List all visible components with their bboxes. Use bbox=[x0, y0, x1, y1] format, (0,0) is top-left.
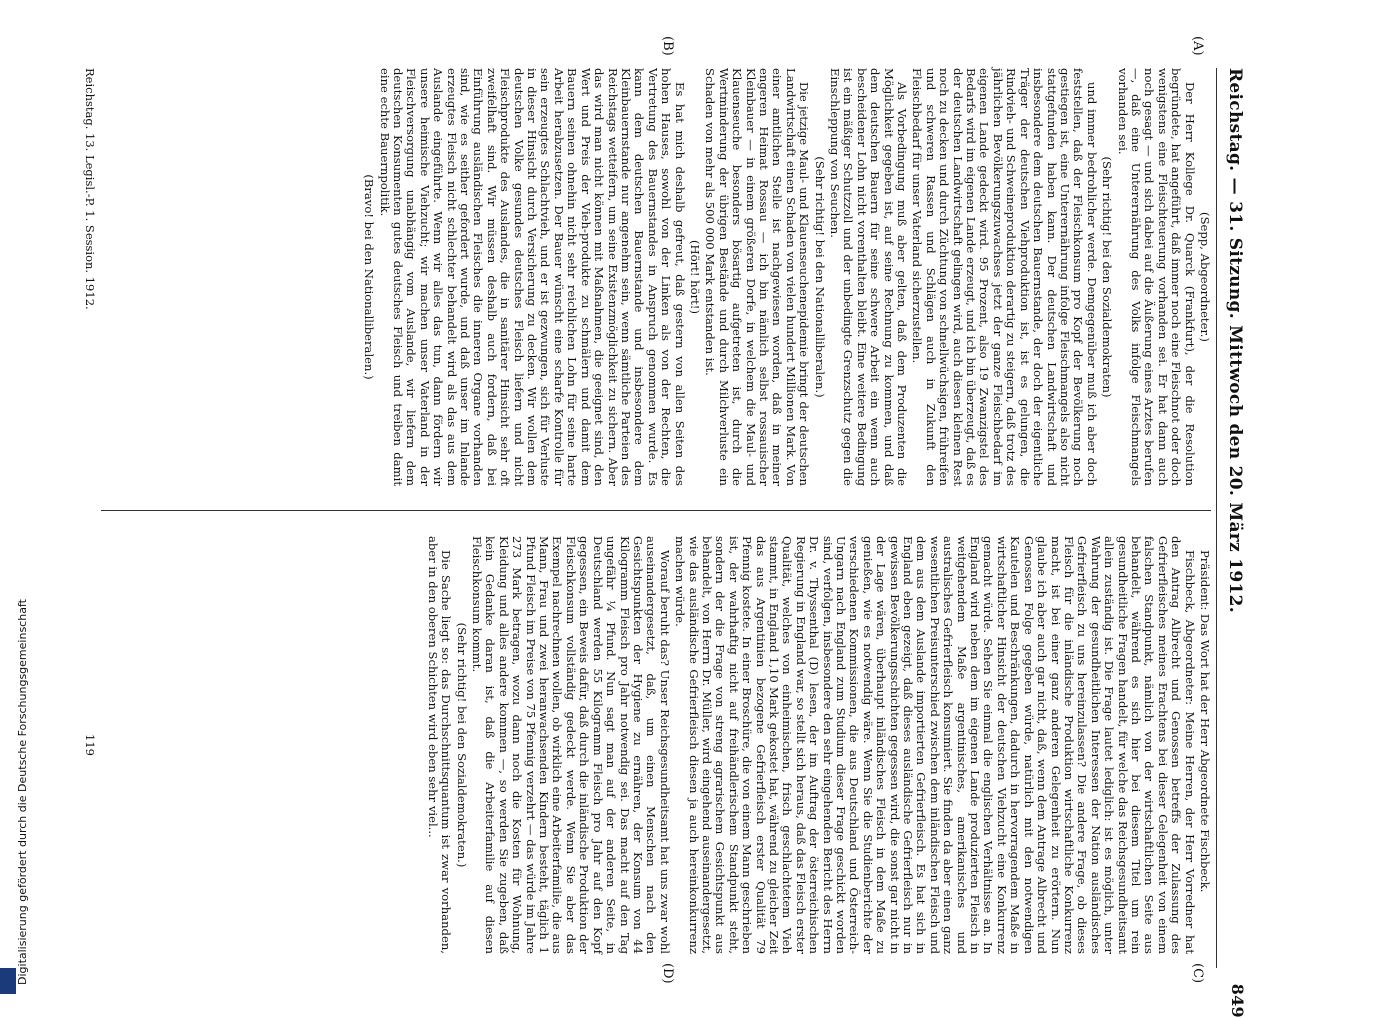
margin-letter-c: (C) bbox=[1190, 963, 1205, 984]
speaker-line: (Sepp, Abgeordneter.) bbox=[1198, 212, 1212, 342]
rotated-content bbox=[5, 36, 1247, 1018]
margin-letter-d: (D) bbox=[660, 963, 675, 984]
paragraph: Worauf beruht das? Unser Reichsgesundheitsamt hat uns zwar wohl auseinandergesetzt, daß, um einen Menschen nach den Gesichtspunkten der Hygiene zu ernähren, der Konsum von 44 Kilogramm Fleisch pro Jahr notwendig sei. Das macht auf den Tag ungefähr ¼ Pfund. Nun sagt man auf der anderen Seite, in Deutschland werden 55 Kilogramm Fleisch pro Jahr auf den Kopf gegessen, ein Beweis dafür, daß durch die inländische Produktion der Fleischkonsum vollständig gedeckt werde. Wenn Sie aber das Exempel nachrechnen wollen, ob wirklich eine Arbeiterfamilie, die aus Mann, Frau und zwei heranwachsenden Kindern besteht, täglich 1 Pfund Fleisch im Preise von 75 Pfennig verzehrt — das würde im Jahre 273 Mark betragen, wozu dann noch die Kosten für Wohnung, Kleidung und alles andere kommen —, so werden Sie zugeben, daß kein Gedanke daran ist, daß die Arbeiterfamilie auf diesen Fleischkonsum kommt. bbox=[470, 536, 672, 954]
interjection: (Hört! hört!) bbox=[687, 240, 702, 314]
paragraph: Als Vorbedingung muß aber gelten, daß dem Produzenten die Möglichkeit gegeben ist, auf seine Rechnung zu kommen, und daß dem deutschen Bauern für seine schwere Arbeit ein wenn auch bescheidener Lohn nicht vorenthalten bleibt. Eine weitere Bedingung ist ein mäßiger Schutzzoll und der unbedingte Grenzschutz gegen die Einschleppung von Seuchen. bbox=[828, 68, 910, 486]
margin-letter-a: (A) bbox=[1190, 36, 1205, 56]
footer-page-ref: 119 bbox=[83, 734, 97, 756]
interjection: (Sehr richtig! bei den Sozialdemokraten.) bbox=[454, 622, 469, 868]
paragraph: Präsident: Das Wort hat der Herr Abgeordnete Fischbeck. bbox=[1198, 550, 1212, 893]
paragraph: Die jetzige Maul- und Klauenseuchenepidemie bringt der deutschen Landwirtschaft einen Schaden von vielen hundert Millionen Mark. Von einer amtlichen Stelle ist nachgewiesen worden, daß in meiner engeren Heimat Rossau — ich bin nämlich selbst rossauischer Kleinbauer — in einem größeren Dorfe, in welchem die Maul- und Klauenseuche besonders bösartig aufgetreten ist, durch die Wertminderung der übrigen Bestände und durch Milchverluste ein Schaden von mehr als 500 000 Mark entstanden ist. bbox=[703, 68, 812, 486]
footer-citation: Reichstag. 13. Legisl.-P. 1. Session. 1912. bbox=[83, 68, 97, 310]
header-rule bbox=[1216, 68, 1217, 968]
page-number: 849 bbox=[1228, 983, 1247, 1018]
digitization-credit bbox=[2, 10, 29, 990]
right-column bbox=[423, 536, 1211, 954]
interjection: (Sehr richtig! bei den Sozialdemokraten) bbox=[1100, 156, 1115, 398]
margin-letter-b: (B) bbox=[660, 36, 675, 56]
interjection: (Bravo! bei den Nationalliberalen.) bbox=[362, 174, 377, 380]
paragraph: Der Herr Kollege Dr. Quarck (Frankfurt), der die Resolution begründete, hat angeführt, daß immer noch eine Fleischnot oder doch wenigstens eine Fleischteuerung vorhanden sei. Er hat dann auch noch gesagt — und sich dabei auf die Äußerung eines Arztes berufen —, daß eine Unterernährung des Volks infolge Fleischmangels vorhanden sei. bbox=[1115, 68, 1197, 486]
left-column bbox=[360, 68, 1211, 486]
page-header bbox=[1217, 58, 1247, 1018]
paragraph: und immer bedrohlicher werde. Demgegenüber muß ich aber doch feststellen, daß der Fleischkonsum pro Kopf der Bevölkerung noch gestiegen ist, eine Unterernährung infolge Fleischmangels also nicht stattgefunden haben kann. Der deutschen Landwirtschaft und insbesondere dem deutschen Bauernstande, der doch der eigentliche Träger der deutschen Viehproduktion ist, ist es gelungen, die Rindvieh- und Schweineproduktion derartig zu steigern, daß trotz des jährlichen Bevölkerungszuwachses jetzt der ganze Fleischbedarf im eigenen Lande gedeckt wird. 95 Prozent, also 19 Zwanzigstel des Bedarfs wird im eigenen Lande erzeugt, und ich bin überzeugt, daß es der deutschen Landwirtschaft gelingen wird, auch diesen kleinen Rest noch zu decken und durch Züchtung von schnellwüchsigen, frühreifen und schweren Rassen und Schlägen auch in Zukunft den Fleischbedarf für unser Vaterland sicherzustellen. bbox=[910, 68, 1099, 486]
column-divider bbox=[101, 510, 1211, 511]
paragraph: Fischbeck, Abgeordneter: Meine Herren, der Herr Vorredner hat den Antrag Albrecht und Genossen betreffs der Zulassung des Gefrierfleisches meines Erachtens bei dieser Gelegenheit von einem falschen Standpunkt, nämlich von der wirtschaftlichen Seite aus behandelt, während es sich hier bei diesem Titel um rein gesundheitliche Fragen handelt, für welche das Reichsgesundheitsamt allein zuständig ist. Die Frage lautet lediglich: ist es möglich, unter Wahrung der gesundheitlichen Interessen der Nation ausländisches Gefrierfleisch zu uns hereinzulassen? Die andere Frage, ob dieses Fleisch für die inländische Produktion wirtschaftliche Konkurrenz macht, ist bei einer ganz anderen Gelegenheit zu erörtern. Nun glaube ich aber auch gar nicht, daß, wenn dem Antrage Albrecht und Genossen Folge gegeben würde, natürlich mit den notwendigen Kautelen und Beschränkungen, dadurch in hervorragendem Maße in wirtschaftlicher Hinsicht der deutschen Viehzucht eine Konkurrenz gemacht würde. Sehen Sie einmal die englischen Verhältnisse an. In England wird neben dem im eigenen Lande produzierten Fleisch in weitgehendem Maße argentinisches, amerikanisches und australisches Gefrierfleisch konsumiert. Sie finden da aber einen ganz wesentlichen Preisunterschied zwischen dem inländischen Fleisch und dem aus dem Auslande importierten Gefrierfleisch. Es hat sich in England eben gezeigt, daß dieses ausländische Gefrierfleisch nur in gewissen Bevölkerungsschichten gegessen wird, die sonst gar nicht in der Lage wären, überhaupt inländisches Fleisch in dem Maße zu genießen, wie es notwendig wäre. Wenn Sie die Studienberichte der verschiedenen Kommissionen, die aus Deutschland und Österreich-Ungarn nach England zum Studium dieser Frage geschickt worden sind, verfolgen, insbesondere den sehr eingehenden Bericht des Herrn Dr. v. Thyssenthal (D) lesen, der im Auftrag der österreichischen Regierung in England war, so stellt sich heraus, daß das Fleisch erster Qualität, welches von einheimischen, frisch geschlachtetem Vieh stammt, in England 1,10 Mark gekostet hat, während zu gleicher Zeit das aus Argentinien bezogene Gefrierfleisch erster Qualität 79 Pfennig kostete. In einer Broschüre, die von einem Mann geschrieben ist, der wahrhaftig nicht auf freihändlerischem Standpunkt steht, sondern der die Frage von streng agrarischem Gesichtspunkt aus behandelt, von Herrn Dr. Müller, wird eingehend auseinandergesetzt, wie das ausländische Gefrierfleisch diesen ja auch hereinkonkurrenz machen würde. bbox=[673, 536, 1197, 955]
credit-text: Digitalisierung gefördert durch die Deutsche Forschungsgemeinschaft bbox=[16, 599, 29, 985]
paragraph: Die Sache liegt so: das Durchschnittsquantum ist zwar vorhanden, aber in den oberen Schichten wird eben sehr viel... bbox=[425, 536, 454, 954]
interjection: (Sehr richtig! bei den Nationalliberalen.) bbox=[812, 156, 827, 398]
header-title: Reichstag. — 31. Sitzung. Mittwoch den 20. März 1912. bbox=[1225, 68, 1245, 613]
dfg-logo-icon bbox=[0, 968, 16, 994]
paragraph: Es hat mich deshalb gefreut, daß gestern von allen Seiten des hohen Hauses, sowohl von der Linken als von der Rechten, die Vertretung des Bauernstandes in Anspruch genommen wurde. Es kann dem deutschen Bauernstande und insbesondere dem Kleinbauernstande nur angenehm sein, wenn sämtliche Parteien des Reichstags wetteifern, um seine Existenzmöglichkeit zu sichern. Aber das wird man nicht können mit Maßnahmen, die geeignet sind, den Wert und Preis der Vieh-produkte zu schmälern und damit dem Bauern seinen ohnehin nicht sehr reichlichen Lohn für seine harte Arbeit herabzusetzen. Der Bauer wünscht eine scharfe Kontrolle für sein erzeugtes Schlachtvieh, und er ist gezwungen, sich für Verluste in dieser Hinsicht durch Versicherung zu decken. Wir wollen dem deutschen Volke gesundes deutsches Fleisch liefern und nicht Fleischprodukte des Auslandes, die in sanitärer Hinsicht sehr oft zweifelhaft sind. Wir müssen deshalb auch fordern, daß bei Einführung ausländischen Fleisches die inneren Organe vorhanden sind, wie es seither gefordert wurde, und daß unser im Inlande erzeugtes Fleisch nicht schlechter behandelt wird als das aus dem Auslande eingeführte. Wenn wir alles das tun, dann fördern wir unsere heimische Viehzucht; wir machen unser Vaterland in der Fleischversorgung unabhängig vom Auslande, wir liefern dem deutschen Konsumenten gutes deutsches Fleisch und treiben damit eine echte Bauernpolitik. bbox=[377, 68, 687, 486]
